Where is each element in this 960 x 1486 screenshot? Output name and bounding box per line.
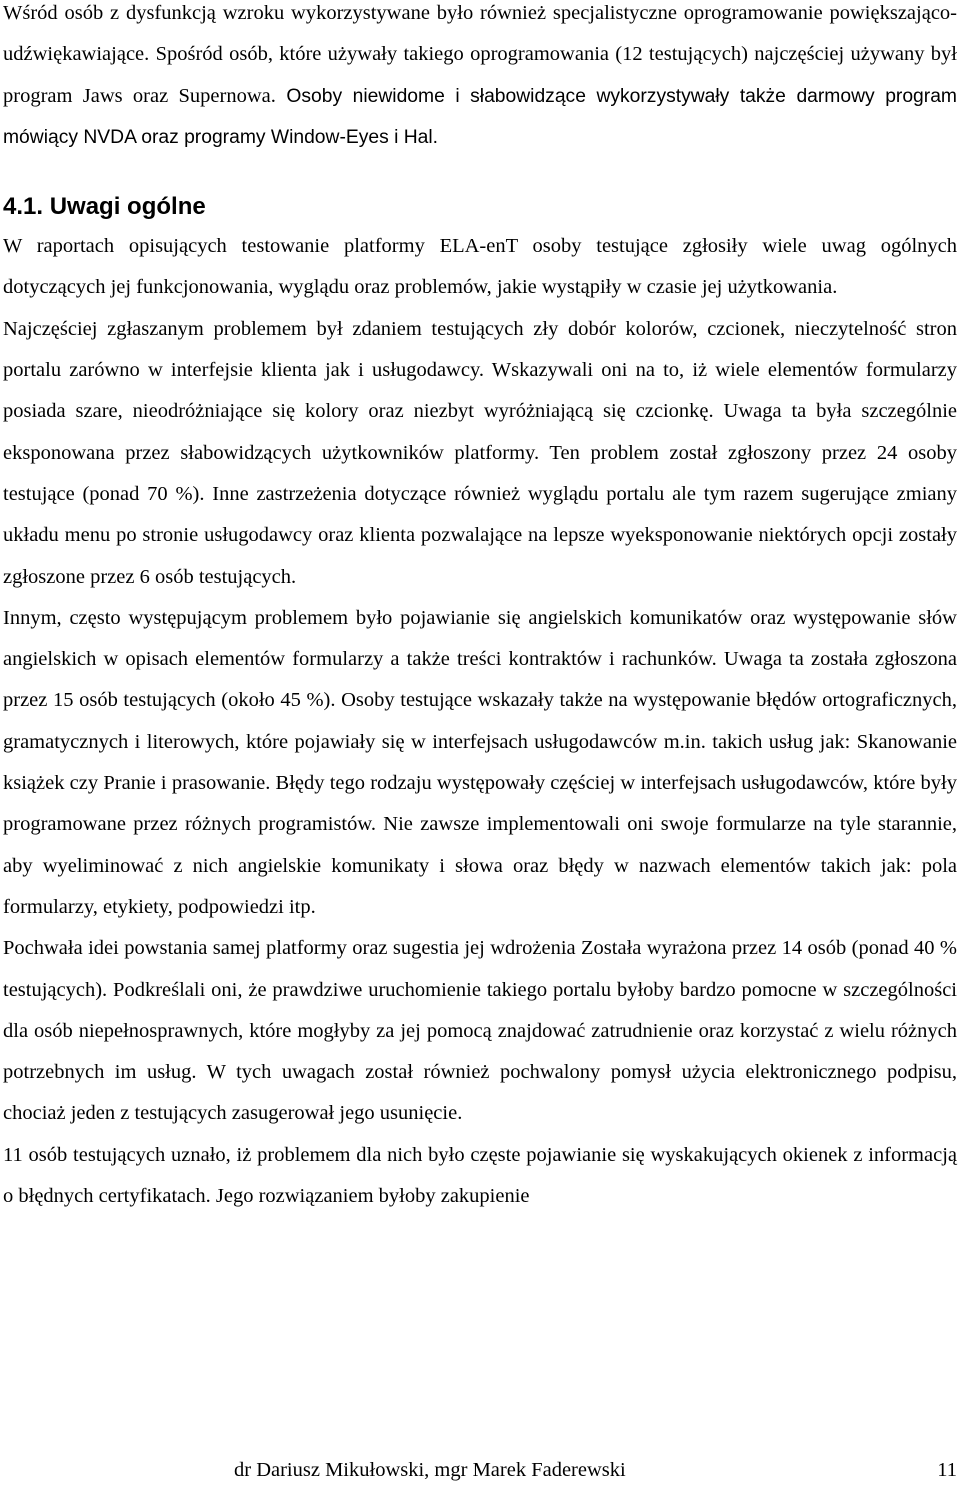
body-paragraph: Najczęściej zgłaszanym problemem był zdaniem testujących zły dobór kolorów, czcionek, nieczytelność stron portalu zarówno w interfejsie klienta jak i usługodawcy. Wskazywali oni na to, iż wiele elementów formularzy posiada szare, nieodróżniające się kolory oraz niezbyt wyróżniającą się czcionkę. Uwaga ta była szczególnie eksponowana przez słabowidzących użytkowników platformy. Ten problem został zgłoszony przez 24 osoby testujące (ponad 70 %). Inne zastrzeżenia dotyczące również wyglądu portalu ale tym razem sugerujące zmiany układu menu po stronie usługodawcy oraz klienta pozwalające na lepsze wyeksponowanie niektórych opcji zostały zgłoszone przez 6 osób testujących. [3, 317, 957, 588]
footer-authors: dr Dariusz Mikułowski, mgr Marek Faderewski [234, 1459, 626, 1481]
body-paragraph: Pochwała idei powstania samej platformy oraz sugestia jej wdrożenia Została wyrażona przez 14 osób (ponad 40 % testujących). Podkreślali oni, że prawdziwe uruchomienie takiego portalu byłoby bardzo pomocne w szczególności dla osób niepełnosprawnych, które mogłyby za jej pomocą znajdować zatrudnienie oraz korzystać z wielu różnych potrzebnych im usług. W tych uwagach został również pochwalony pomysł użycia elektronicznego podpisu, chociaż jeden z testujących zasugerował jego usunięcie. [3, 937, 957, 1125]
intro-text-sans: Osoby niewidome i słabowidzące wykorzystywały także darmowy program mówiący NVDA oraz programy Window-Eyes i Hal. [3, 85, 957, 148]
intro-paragraph [3, 0, 957, 158]
section-heading: 4.1. Uwagi ogólne [3, 193, 206, 221]
document-page [3, 0, 957, 1217]
intro-text: Wśród osób z dysfunkcją wzroku wykorzystywane było również specjalistyczne oprogramowanie powiększająco-udźwiękawiające. Spośród osób, które używały takiego oprogramowania (12 testujących) najczęściej używany był program Jaws oraz Supernowa. [3, 2, 957, 107]
page-number: 11 [937, 1459, 957, 1481]
body-paragraph: 11 osób testujących uznało, iż problemem dla nich było częste pojawianie się wyskakujących okienek z informacją o błędnych certyfikatach. Jego rozwiązaniem byłoby zakupienie [3, 1143, 957, 1208]
body-paragraph: Innym, często występującym problemem było pojawianie się angielskich komunikatów oraz występowanie słów angielskich w opisach elementów formularzy a także treści kontraktów i rachunków. Uwaga ta została zgłoszona przez 15 osób testujących (około 45 %). Osoby testujące wskazały także na występowanie błędów ortograficznych, gramatycznych i literowych, które pojawiały się w interfejsach usługodawców m.in. takich usług jak: Skanowanie książek czy Pranie i prasowanie. Błędy tego rodzaju występowały częściej w interfejsach usługodawców, które były programowane przez różnych programistów. Nie zawsze implementowali oni swoje formularze na tyle starannie, aby wyeliminować z nich angielskie komunikaty i słowa oraz błędy w nazwach elementów takich jak: pola formularzy, etykiety, podpowiedzi itp. [3, 606, 957, 918]
body-paragraph: W raportach opisujących testowanie platformy ELA-enT osoby testujące zgłosiły wiele uwag ogólnych dotyczących jej funkcjonowania, wyglądu oraz problemów, jakie wystąpiły w czasie jej użytkowania. [3, 235, 957, 299]
